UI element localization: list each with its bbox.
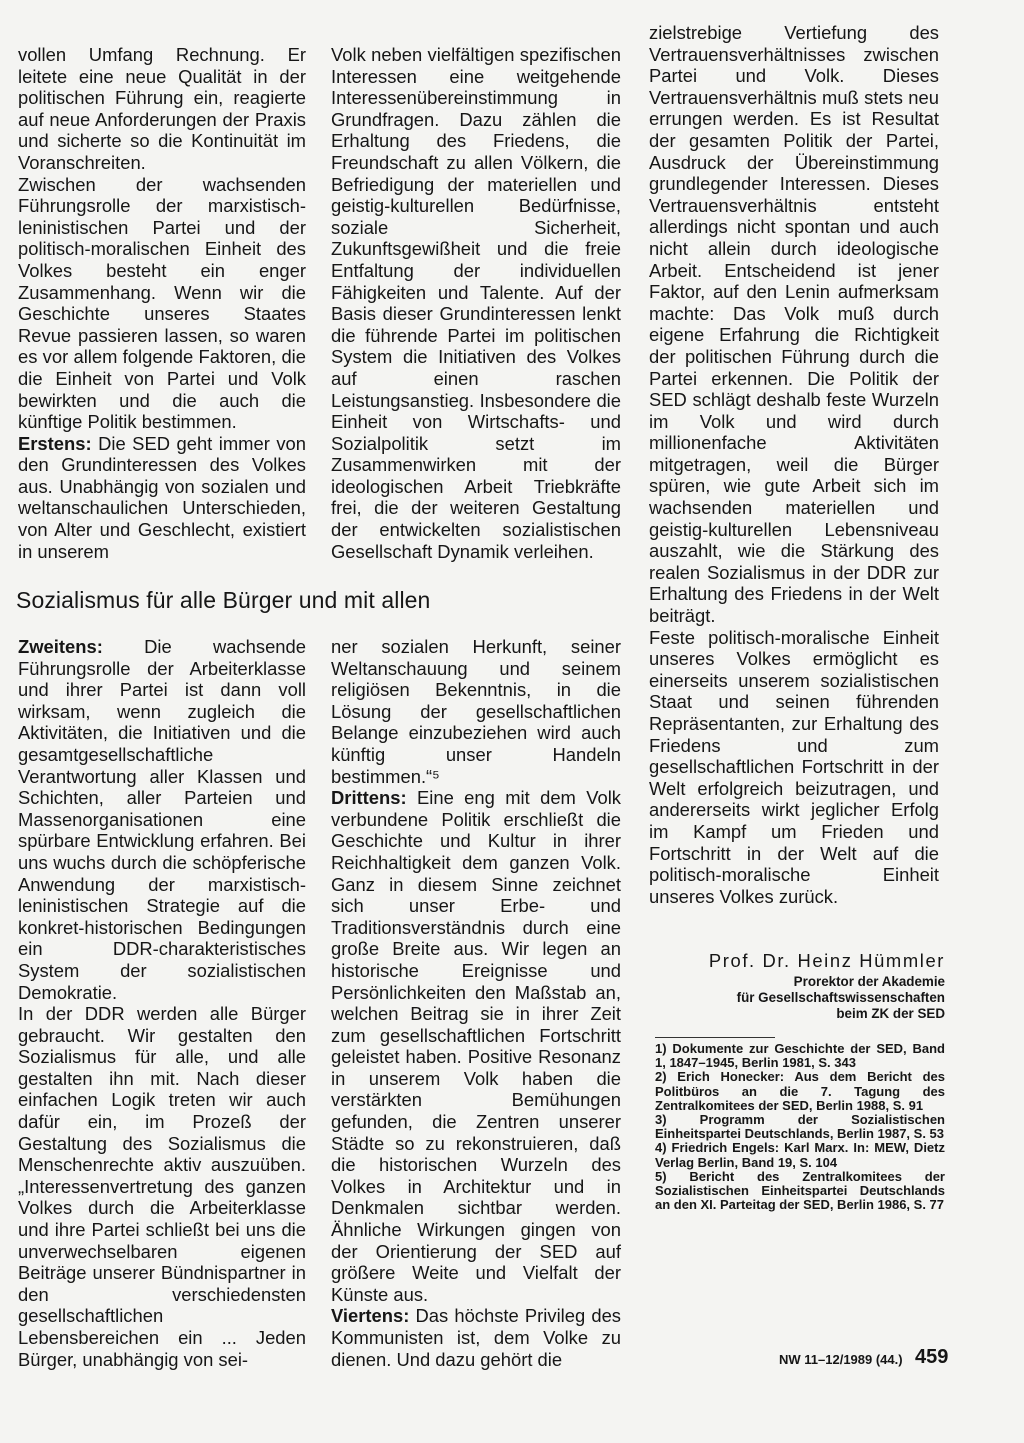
footnote: 4) Friedrich Engels: Karl Marx. In: MEW, Dietz Verlag Berlin, Band 19, S. 104 xyxy=(655,1140,945,1170)
footnote: 3) Programm der Sozialistischen Einheitspartei Deutschlands, Berlin 1987, S. 53 xyxy=(655,1112,945,1142)
author-name: Prof. Dr. Heinz Hümmler xyxy=(708,950,945,971)
footnote: 5) Bericht des Zentralkomitees der Sozialistischen Einheitspartei Deutschlands an den XI. Parteitag der SED, Berlin 1986, S. 77 xyxy=(655,1168,945,1213)
paragraph: ner sozialen Herkunft, seiner Weltanschauung und seinem religiösen Bekenntnis, in die Lösung der gesellschaftlichen Belange einzubeziehen wird auch künftig unser Handeln bestimmen.“⁵ xyxy=(331,636,621,787)
paragraph-drittens: Drittens: Eine eng mit dem Volk verbundene Politik erschließt die Geschichte und Kultur in ihrer Reichhaltigkeit dem ganzen Volk. Ganz in diesem Sinne zeichnet sich unser Erbe- und Traditionsverständnis durch eine große Breite aus. Wir legen an historische Ereignisse und Persönlichkeiten den Maßstab an, welchen Beitrag sie in ihrer Zeit zum gesellschaftlichen Fortschritt geleistet haben. Positive Resonanz in unserem Volk haben die verstärkten Bemühungen gefunden, die Zentren unserer Städte so zu rekonstruieren, daß die historischen Wurzeln des Volkes in Architektur und in Denkmalen sichtbar werden. Ähnliche Wirkungen gingen von der Orientierung der SED auf größere Weite und Vielfalt der Künste aus. xyxy=(331,787,621,1305)
paragraph: Feste politisch-moralische Einheit unseres Volkes ermöglicht es einerseits unserem sozialistischen Staat und seinen führenden Repräsentanten, zur Erhaltung des Friedens und zum gesellschaftlichen Fortschritt in der Welt erfolgreich beizutragen, und andererseits wirkt jeglicher Erfolg im Kampf um Frieden und Fortschritt in der Welt auf die politisch-moralische Einheit unseres Volkes zurück. xyxy=(649,626,939,907)
author-role-line: Prorektor der Akademie xyxy=(793,974,945,989)
column-right xyxy=(649,22,939,907)
paragraph: In der DDR werden alle Bürger gebraucht. Wir gestalten den Sozialismus für alle, und alle gestalten ihn mit. Nach dieser einfachen Logik treten wir auch dafür ein, im Prozeß der Gestaltung des Sozialismus die Menschenrechte aktiv auszuüben. „Interessenvertretung des ganzen Volkes durch die Arbeiterklasse und ihre Partei schließt bei uns die unverwechselbaren eigenen Beiträge unserer Bündnispartner in den verschiedensten gesellschaftlichen Lebensbereichen ein ... Jeden Bürger, unabhängig von sei- xyxy=(18,1003,306,1370)
column-middle-lower xyxy=(331,636,621,1370)
author-role xyxy=(649,974,945,1022)
paragraph-erstens: Erstens: Die SED geht immer von den Grundinteressen des Volkes aus. Unabhängig von sozialen und weltanschaulichen Unterschieden, von Alter und Geschlecht, existiert in unserem xyxy=(18,432,306,562)
paragraph-viertens: Viertens: Das höchste Privileg des Kommunisten ist, dem Volke zu dienen. Und dazu gehört die xyxy=(331,1305,621,1370)
column-left-upper xyxy=(18,44,306,562)
footnotes xyxy=(655,1042,945,1212)
paragraph: Volk neben vielfältigen spezifischen Interessen eine weitgehende Interessenübereinstimmung in Grundfragen. Dazu zählen die Erhaltung des Friedens, die Freundschaft zu allen Völkern, die Befriedigung der materiellen und geistig-kulturellen Bedürfnisse, soziale Sicherheit, Zukunftsgewißheit und die freie Entfaltung der individuellen Fähigkeiten und Talente. Auf der Basis dieser Grundinteressen lenkt die führende Partei im politischen System die Initiativen des Volkes auf einen raschen Leistungsanstieg. Insbesondere die Einheit von Wirtschafts- und Sozialpolitik setzt im Zusammenwirken mit der ideologischen Arbeit Triebkräfte frei, die der weiteren Gestaltung der entwickelten sozialistischen Gesellschaft Dynamik verleihen. xyxy=(331,44,621,562)
page-number: 459 xyxy=(915,1346,949,1368)
footnote: 2) Erich Honecker: Aus dem Bericht des Politbüros an die 7. Tagung des Zentralkomitees der SED, Berlin 1988, S. 91 xyxy=(655,1069,945,1113)
footnote-divider xyxy=(655,1037,775,1038)
author-block xyxy=(649,950,945,1022)
author-role-line: beim ZK der SED xyxy=(836,1006,945,1021)
paragraph: Zwischen der wachsenden Führungsrolle der marxistisch-leninistischen Partei und der politisch-moralischen Einheit des Volkes besteht ein enger Zusammenhang. Wenn wir die Geschichte unseres Staates Revue passieren lassen, so waren es vor allem folgende Faktoren, die die Einheit von Partei und Volk bewirkten und die auch die künftige Politik bestimmen. xyxy=(18,173,306,433)
issue-label: NW 11–12/1989 (44.) xyxy=(779,1352,903,1367)
paragraph-zweitens: Zweitens: Die wachsende Führungsrolle der Arbeiterklasse und ihrer Partei ist dann voll wirksam, wenn zugleich die Aktivitäten, die Initiativen und die gesamtgesellschaftliche Verantwortung aller Klassen und Schichten, aller Parteien und Massenorganisationen eine spürbare Entwicklung erfahren. Bei uns wuchs durch die schöpferische Anwendung der marxistisch-leninistischen Strategie auf die konkret-historischen Bedingungen ein DDR-charakteristisches System der sozialistischen Demokratie. xyxy=(18,636,306,1003)
footnote: 1) Dokumente zur Geschichte der SED, Band 1, 1847–1945, Berlin 1981, S. 343 xyxy=(655,1041,945,1071)
paragraph: zielstrebige Vertiefung des Vertrauensverhältnisses zwischen Partei und Volk. Dieses Vertrauensverhältnis muß stets neu errungen werden. Es ist Resultat der gesamten Politik der Partei, Ausdruck der Übereinstimmung grundlegender Interessen. Dieses Vertrauensverhältnis entsteht allerdings nicht spontan und auch nicht allein durch ideologische Arbeit. Entscheidend ist jener Faktor, auf den Lenin aufmerksam machte: Das Volk muß durch eigene Erfahrung die Richtigkeit der politischen Führung durch die Partei erkennen. Die Politik der SED schlägt deshalb feste Wurzeln im Volk und wird durch millionenfache Aktivitäten mitgetragen, weil die Bürger spüren, wie gute Arbeit sich im wachsenden materiellen und geistig-kulturellen Lebensniveau auszahlt, wie die Stärkung des realen Sozialismus in der DDR zur Erhaltung des Friedens in der Welt beiträgt. xyxy=(649,22,939,627)
section-headline: Sozialismus für alle Bürger und mit allen xyxy=(16,587,431,613)
column-middle-upper xyxy=(331,44,621,562)
author-role-line: für Gesellschaftswissenschaften xyxy=(736,990,945,1005)
paragraph: vollen Umfang Rechnung. Er leitete eine neue Qualität in der politischen Führung ein, reagierte auf neue Anforderungen der Praxis und sicherte so die Kontinuität im Voranschreiten. xyxy=(18,44,306,173)
column-left-lower xyxy=(18,636,306,1370)
